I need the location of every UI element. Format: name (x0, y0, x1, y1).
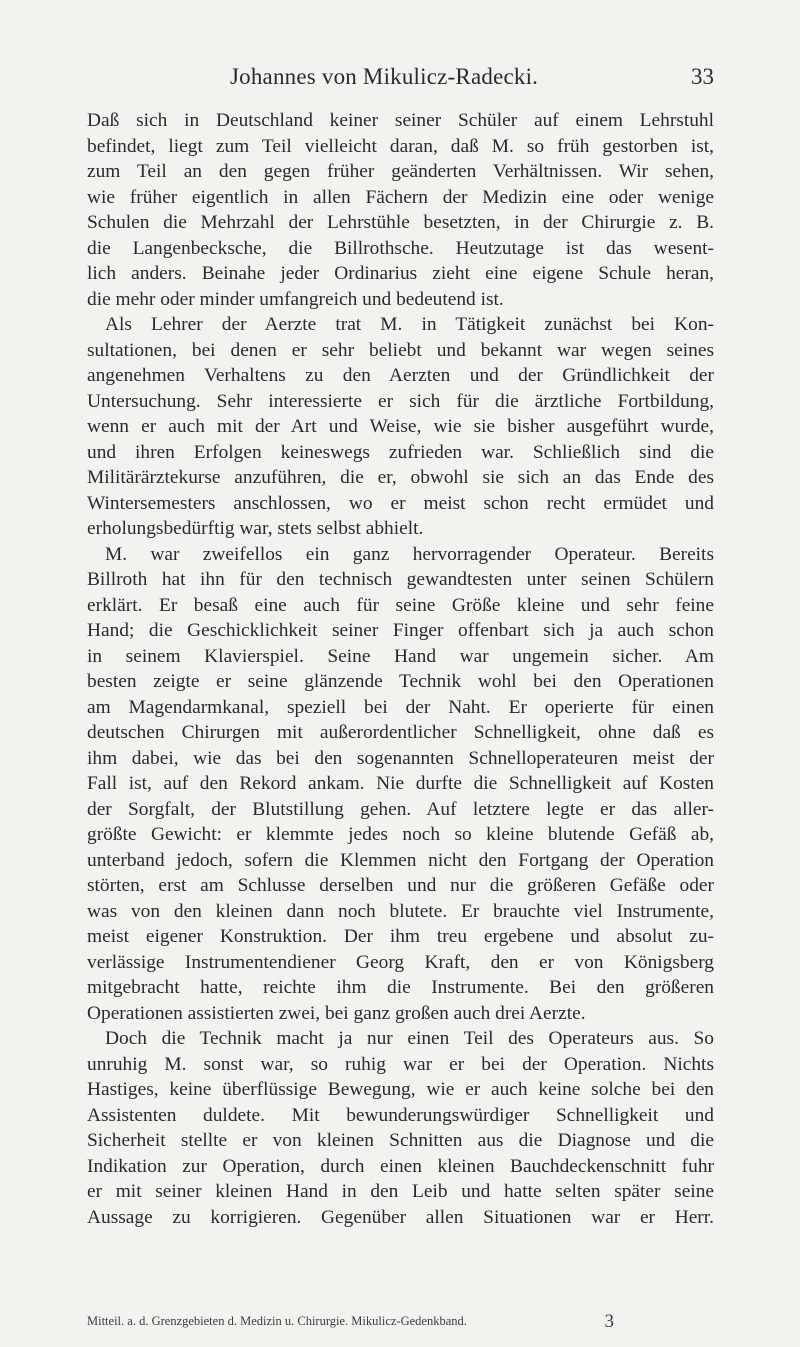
footer-series: Mitteil. a. d. Grenzgebieten d. Medizin u. Chirurgie. Mikulicz-Gedenkband. (87, 1314, 467, 1328)
text-line: Militärärztekurse anzuführen, die er, obwohl sie sich an das Ende des (87, 467, 714, 488)
text-line: Aussage zu korrigieren. Gegenüber allen Situationen war er Herr. (87, 1206, 714, 1228)
text-line: Untersuchung. Sehr interessierte er sich für die ärztliche Fortbildung, (87, 390, 714, 412)
footer (87, 1311, 714, 1332)
text-line: Hastiges, keine überflüssige Bewegung, wie er auch keine solche bei den (87, 1079, 714, 1100)
text-line: Billroth hat ihn für den technisch gewandtesten unter seinen Schülern (87, 569, 714, 590)
text-line: lich anders. Beinahe jeder Ordinarius zieht eine eigene Schule heran, (87, 263, 714, 284)
text-line: wenn er auch mit der Art und Weise, wie sie bisher ausgeführt wurde, (87, 416, 714, 437)
text-line: Daß sich in Deutschland keiner seiner Schüler auf einem Lehrstuhl (87, 110, 714, 131)
text-line: Hand; die Geschicklichkeit seiner Finger offenbart sich ja auch schon (87, 620, 714, 641)
text-line: besten zeigte er seine glänzende Technik wohl bei den Operationen (87, 671, 714, 692)
body-text (87, 108, 714, 1230)
text-line: Als Lehrer der Aerzte trat M. in Tätigkeit zunächst bei Kon- (105, 314, 714, 335)
text-line: was von den kleinen dann noch blutete. Er brauchte viel Instrumente, (87, 900, 714, 922)
text-line: Doch die Technik macht ja nur einen Teil des Operateurs aus. So (105, 1028, 714, 1049)
text-line: angenehmen Verhaltens zu den Aerzten und der Gründlichkeit der (87, 365, 714, 386)
text-line: deutschen Chirurgen mit außerordentlicher Schnelligkeit, ohne daß es (87, 722, 714, 743)
text-line: Assistenten duldete. Mit bewunderungswürdiger Schnelligkeit und (87, 1104, 714, 1126)
text-line: sultationen, bei denen er sehr beliebt und bekannt war wegen seines (87, 339, 714, 361)
text-line: die Langenbecksche, die Billrothsche. Heutzutage ist das wesent- (87, 237, 714, 259)
page-number: 33 (691, 64, 714, 89)
text-line: Indikation zur Operation, durch einen kleinen Bauchdeckenschnitt fuhr (87, 1155, 714, 1177)
text-line: größte Gewicht: er klemmte jedes noch so kleine blutende Gefäß ab, (87, 824, 714, 845)
text-line: Fall ist, auf den Rekord ankam. Nie durfte die Schnelligkeit auf Kosten (87, 773, 714, 794)
text-line: Wintersemesters anschlossen, wo er meist schon recht ermüdet und (87, 492, 714, 514)
text-line: die mehr oder minder umfangreich und bedeutend ist. (87, 288, 504, 310)
text-line: störten, erst am Schlusse derselben und nur die größeren Gefäße oder (87, 875, 714, 896)
text-line: verlässige Instrumentendiener Georg Kraft, den er von Königsberg (87, 951, 714, 973)
text-line: ihm dabei, wie das bei den sogenannten Schnelloperateuren meist der (87, 747, 714, 769)
text-line: erklärt. Er besaß eine auch für seine Größe kleine und sehr feine (87, 594, 714, 616)
text-line: unterband jedoch, sofern die Klemmen nicht den Fortgang der Operation (87, 849, 714, 871)
text-line: meist eigener Konstruktion. Der ihm treu ergebene und absolut zu- (87, 926, 714, 947)
text-line: erholungsbedürftig war, stets selbst abhielt. (87, 518, 424, 539)
text-line: am Magendarmkanal, speziell bei der Naht. Er operierte für einen (87, 696, 714, 718)
text-line: Sicherheit stellte er von kleinen Schnitten aus die Diagnose und die (87, 1130, 714, 1151)
text-line: M. war zweifellos ein ganz hervorragender Operateur. Bereits (105, 543, 714, 565)
text-line: und ihren Erfolgen keineswegs zufrieden war. Schließlich sind die (87, 441, 714, 463)
text-line: wie früher eigentlich in allen Fächern der Medizin eine oder wenige (87, 186, 714, 208)
signature-mark: 3 (604, 1311, 614, 1332)
text-line: er mit seiner kleinen Hand in den Leib und hatte selten später seine (87, 1181, 714, 1202)
text-line: Schulen die Mehrzahl der Lehrstühle besetzten, in der Chirurgie z. B. (87, 212, 714, 233)
text-line: mitgebracht hatte, reichte ihm die Instrumente. Bei den größeren (87, 977, 714, 998)
text-line: der Sorgfalt, der Blutstillung gehen. Auf letztere legte er das aller- (87, 798, 714, 820)
text-line: befindet, liegt zum Teil vielleicht daran, daß M. so früh gestorben ist, (87, 135, 714, 157)
text-line: Operationen assistierten zwei, bei ganz großen auch drei Aerzte. (87, 1002, 586, 1024)
running-title: Johannes von Mikulicz-Radecki. (230, 64, 539, 89)
text-line: in seinem Klavierspiel. Seine Hand war ungemein sicher. Am (87, 645, 714, 667)
text-line: unruhig M. sonst war, so ruhig war er bei der Operation. Nichts (87, 1053, 714, 1075)
text-line: zum Teil an den gegen früher geänderten Verhältnissen. Wir sehen, (87, 161, 714, 182)
